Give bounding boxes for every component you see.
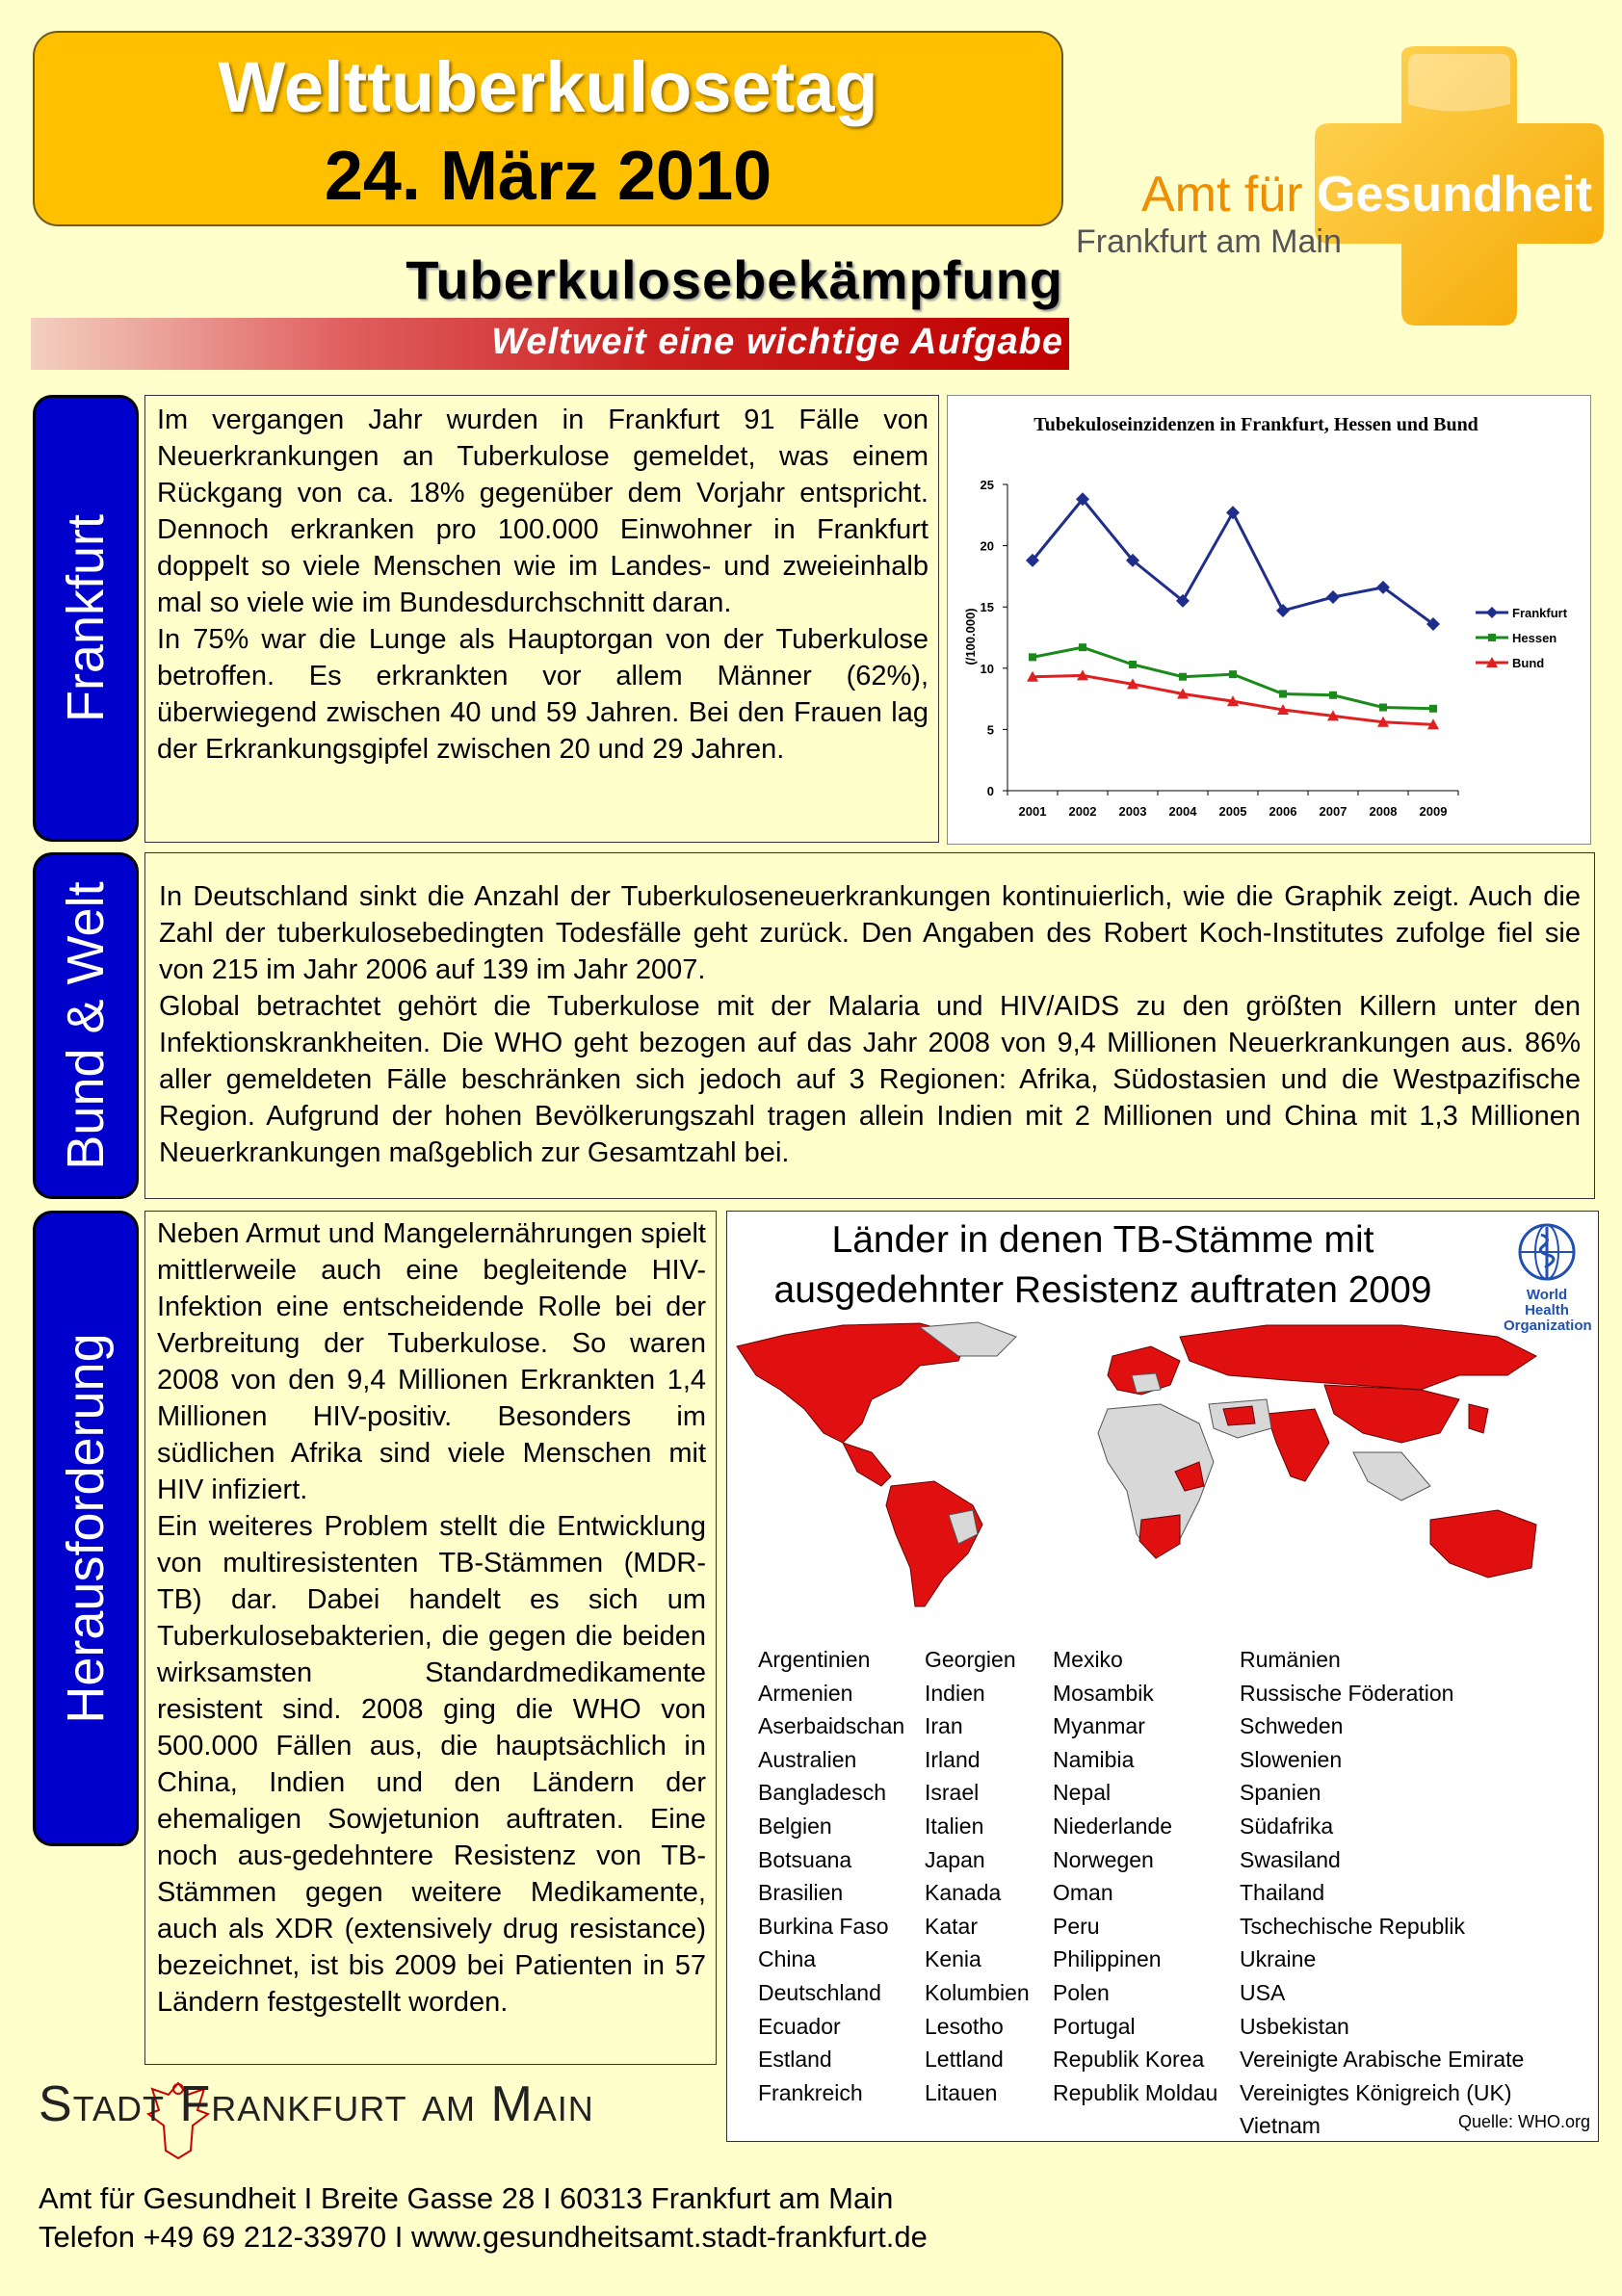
country-name: Aserbaidschan <box>758 1713 905 1739</box>
tab-bund-welt-label: Bund & Welt <box>57 881 115 1170</box>
map-north-america <box>737 1323 968 1443</box>
country-name: Litauen <box>925 2079 998 2105</box>
country-name: Katar <box>925 1913 978 1939</box>
country-name: Irland <box>925 1746 981 1772</box>
chart-x-tick-label: 2005 <box>1218 804 1247 819</box>
country-name: Frankreich <box>758 2079 863 2105</box>
chart-point <box>1129 661 1137 668</box>
country-name: Georgien <box>925 1647 1016 1672</box>
country-name: Deutschland <box>758 1979 881 2005</box>
chart-x-tick-label: 2007 <box>1319 804 1347 819</box>
chart-x-tick-label: 2002 <box>1068 804 1097 819</box>
tab-frankfurt <box>33 395 139 842</box>
incidence-chart-svg <box>948 396 1590 844</box>
country-name: Portugal <box>1053 2013 1136 2039</box>
logo-amt: Amt für <box>1141 167 1303 222</box>
bund-paragraph-1: In Deutschland sinkt die Anzahl der Tuberkuloseneuerkrankungen kontinuierlich, wie die Graphik zeigt. Auch die Zahl der tuberkulosebedingten Todesfälle geht zurück. Den Angaben des Robert Koch-Institutes zufolge fiel sie von 215 im Jahr 2006 auf 139 im Jahr 2007. <box>159 881 1581 985</box>
map-iran <box>1223 1406 1255 1425</box>
country-name: Thailand <box>1240 1880 1325 1906</box>
tagline-bar <box>31 318 1069 370</box>
chart-x-tick-label: 2003 <box>1118 804 1147 819</box>
logo-text <box>1141 166 1592 223</box>
tab-frankfurt-label: Frankfurt <box>57 513 115 723</box>
chart-point <box>1079 643 1086 651</box>
chart-point <box>1279 691 1287 698</box>
heraus-paragraph-1: Neben Armut und Mangelernährungen spielt mittlerweile auch eine begleitende HIV-Infektion eine entscheidende Rolle bei der Verbreitung der Tuberkulose. So waren 2008 von den 9,4 Millionen Erkrankten 1,4 Millionen HIV-positiv. Besonders im südlichen Afrika sind viele Menschen mit HIV infiziert. <box>157 1218 706 1505</box>
chart-y-tick-label: 25 <box>980 478 994 492</box>
chart-legend-label: Frankfurt <box>1512 606 1568 620</box>
country-name: Botsuana <box>758 1846 852 1872</box>
country-name: Republik Korea <box>1053 2047 1205 2073</box>
chart-legend-label: Bund <box>1512 656 1545 670</box>
world-map <box>727 1318 1598 1626</box>
world-map-title: Länder in denen TB-Stämme mit ausgedehnter Resistenz auftraten 2009 <box>773 1219 1432 1311</box>
map-russia <box>1180 1325 1536 1390</box>
source-note: Quelle: WHO.org <box>1457 2112 1590 2131</box>
country-name: Vietnam <box>1240 2113 1321 2139</box>
country-name: Slowenien <box>1240 1746 1343 1772</box>
chart-y-tick-label: 20 <box>980 538 994 554</box>
chart-point <box>1179 673 1187 681</box>
tab-herausforderung-label: Herausforderung <box>57 1333 115 1724</box>
chart-y-tick-label: 10 <box>980 661 994 676</box>
country-name: Kenia <box>925 1946 981 1972</box>
chart-ylabel: (/100.000) <box>963 608 978 665</box>
country-name: Spanien <box>1240 1780 1321 1806</box>
country-name: USA <box>1240 1979 1286 2005</box>
country-name: Italien <box>925 1813 984 1839</box>
chart-x-tick-label: 2006 <box>1269 804 1297 819</box>
footer-address: Amt für Gesundheit I Breite Gasse 28 I 60313 Frankfurt am Main <box>39 2181 894 2215</box>
country-name: Usbekistan <box>1240 2013 1349 2039</box>
chart-point <box>1429 705 1437 713</box>
map-australia <box>1430 1510 1536 1578</box>
chart-point <box>1229 670 1237 678</box>
map-southern-africa <box>1139 1515 1180 1558</box>
title-line2: 24. März 2010 <box>324 138 772 215</box>
stadt-frankfurt-wordmark <box>39 2075 594 2133</box>
country-name: Brasilien <box>758 1880 844 1906</box>
logo-gesundheit: Gesundheit <box>1317 167 1593 222</box>
bund-paragraph-2: Global betrachtet gehört die Tuberkulose mit der Malaria und HIV/AIDS zu den größten Killern unter den Infektionskrankheiten. Die WHO geht bezogen auf das Jahr 2008 von 9,4 Millionen Neuerkrankungen aus. 86% aller gemeldeten Fälle beschränken sich jedoch auf 3 Regionen: Afrika, Südostasien und die Westpazifische Region. Aufgrund der hohen Bevölkerungszahl tragen allein Indien mit 2 Millionen und China mit 1,3 Millionen Neuerkrankungen maßgeblich zur Gesamtzahl bei. <box>159 991 1581 1168</box>
country-name: Armenien <box>758 1680 853 1706</box>
country-name: Ecuador <box>758 2013 841 2039</box>
frankfurt-paragraph-2: In 75% war die Lunge als Hauptorgan von der Tuberkulose betroffen. Es erkrankten vor allem Männer (62%), überwiegend zwischen 40 und 59 Jahren. Bei den Frauen lag der Erkrankungsgipfel zwischen 20 und 29 Jahren. <box>157 624 929 765</box>
map-china <box>1324 1385 1459 1443</box>
incidence-chart <box>947 395 1591 845</box>
chart-x-tick-label: 2008 <box>1369 804 1398 819</box>
country-name: Niederlande <box>1053 1813 1173 1839</box>
country-name: Bangladesch <box>758 1780 886 1806</box>
title-line1: Welttuberkulosetag <box>218 47 878 127</box>
chart-legend-label: Hessen <box>1512 631 1557 645</box>
country-name: Peru <box>1053 1913 1100 1939</box>
country-name: China <box>758 1946 817 1972</box>
chart-x-tick-label: 2004 <box>1168 804 1197 819</box>
chart-point <box>1226 506 1240 519</box>
country-name: Rumänien <box>1240 1647 1341 1672</box>
chart-point <box>1379 704 1387 712</box>
country-name: Indien <box>925 1680 985 1706</box>
country-name: Südafrika <box>1240 1813 1334 1839</box>
country-name: Lettland <box>925 2047 1004 2073</box>
country-name: Belgien <box>758 1813 832 1839</box>
country-name: Norwegen <box>1053 1846 1154 1872</box>
country-name: Polen <box>1053 1979 1110 2005</box>
subtitle: Tuberkulosebekämpfung <box>406 249 1063 310</box>
country-name: Kanada <box>925 1880 1002 1906</box>
world-map-panel <box>726 1211 1599 2142</box>
map-india <box>1267 1409 1329 1481</box>
chart-y-tick-label: 0 <box>986 784 994 798</box>
chart-x-tick-label: 2001 <box>1018 804 1047 819</box>
country-column-4 <box>1240 1643 1524 2143</box>
country-name: Philippinen <box>1053 1946 1162 1972</box>
frankfurt-text-panel <box>144 395 939 843</box>
footer-contact: Telefon +49 69 212-33970 I www.gesundheitsamt.stadt-frankfurt.de <box>39 2220 928 2254</box>
country-name: Namibia <box>1053 1746 1135 1772</box>
who-label: World Health Organization <box>1504 1287 1592 1334</box>
country-name: Australien <box>758 1746 857 1772</box>
chart-point <box>1326 590 1340 604</box>
country-name: Japan <box>925 1846 985 1872</box>
chart-point <box>1276 604 1290 617</box>
stadt-frankfurt-text: Stadt Frankfurt am Main <box>39 2076 594 2132</box>
country-name: Estland <box>758 2047 832 2073</box>
chart-point <box>1029 653 1036 661</box>
country-name: Kolumbien <box>925 1979 1030 2005</box>
country-name: Vereinigte Arabische Emirate <box>1240 2047 1525 2073</box>
logo-city: Frankfurt am Main <box>1076 223 1342 260</box>
country-name: Ukraine <box>1240 1946 1317 1972</box>
country-name: Swasiland <box>1240 1846 1341 1872</box>
country-column-2 <box>925 1643 1030 2109</box>
tab-bund-welt <box>33 852 139 1199</box>
country-name: Oman <box>1053 1880 1113 1906</box>
country-name: Burkina Faso <box>758 1913 889 1939</box>
chart-y-tick-label: 5 <box>986 722 994 738</box>
bund-welt-text-panel <box>144 852 1595 1199</box>
map-central-america <box>843 1443 891 1486</box>
country-name: Schweden <box>1240 1713 1344 1739</box>
frankfurt-paragraph-1: Im vergangen Jahr wurden in Frankfurt 91 Fälle von Neuerkrankungen an Tuberkulose gemeldet, was einem Rückgang von ca. 18% gegenüber dem Vorjahr entspricht. Dennoch erkranken pro 100.000 Einwohner in Frankfurt doppelt so viele Menschen wie im Landes- und zweieinhalb mal so viele wie im Bundesdurchschnitt daran. <box>157 404 929 618</box>
country-name: Russische Föderation <box>1240 1680 1454 1706</box>
country-name: Tschechische Republik <box>1240 1913 1465 1939</box>
chart-title: Tubekuloseinzidenzen in Frankfurt, Hessen und Bund <box>1033 414 1478 435</box>
country-name: Argentinien <box>758 1647 871 1672</box>
country-name: Vereinigtes Königreich (UK) <box>1240 2079 1512 2105</box>
country-name: Iran <box>925 1713 963 1739</box>
map-europe-gray <box>1132 1373 1161 1393</box>
map-southeast-asia <box>1353 1452 1430 1500</box>
heraus-paragraph-2: Ein weiteres Problem stellt die Entwicklung von multiresistenten TB-Stämmen (MDR-TB) dar. Dabei handelt es sich um Tuberkulosebakterien, die gegen die beiden wirksamsten Standardmedikamente resistent sind. 2008 ging die WHO von 500.000 Fällen aus, die hauptsächlich in China, Indien und den Ländern der ehemaligen Sowjetunion auftraten. Eine noch aus-gedehntere Resistenz von TB-Stämmen gegen weitere Medikamente, auch als XDR (extensively drug resistance) bezeichnet, ist bis 2009 bei Patienten in 57 Ländern festgestellt worden. <box>157 1511 706 2018</box>
country-name: Myanmar <box>1053 1713 1145 1739</box>
map-south-america <box>886 1481 982 1606</box>
country-name: Nepal <box>1053 1780 1112 1806</box>
tab-herausforderung <box>33 1211 139 1846</box>
country-name: Mexiko <box>1053 1647 1123 1672</box>
title-box <box>33 31 1063 226</box>
chart-point <box>1329 691 1337 699</box>
map-japan <box>1469 1404 1488 1433</box>
herausforderung-text-panel <box>144 1211 717 2065</box>
chart-y-tick-label: 15 <box>980 600 994 615</box>
tagline: Weltweit eine wichtige Aufgabe <box>491 322 1063 362</box>
country-name: Republik Moldau <box>1053 2079 1218 2105</box>
country-name: Israel <box>925 1780 980 1806</box>
who-emblem-icon <box>1516 1221 1578 1283</box>
chart-legend-marker <box>1486 607 1498 618</box>
chart-legend-marker <box>1488 634 1496 641</box>
country-column-1 <box>758 1643 904 2109</box>
chart-x-tick-label: 2009 <box>1419 804 1448 819</box>
country-column-3 <box>1053 1643 1217 2109</box>
country-name: Lesotho <box>925 2013 1004 2039</box>
country-name: Mosambik <box>1053 1680 1154 1706</box>
